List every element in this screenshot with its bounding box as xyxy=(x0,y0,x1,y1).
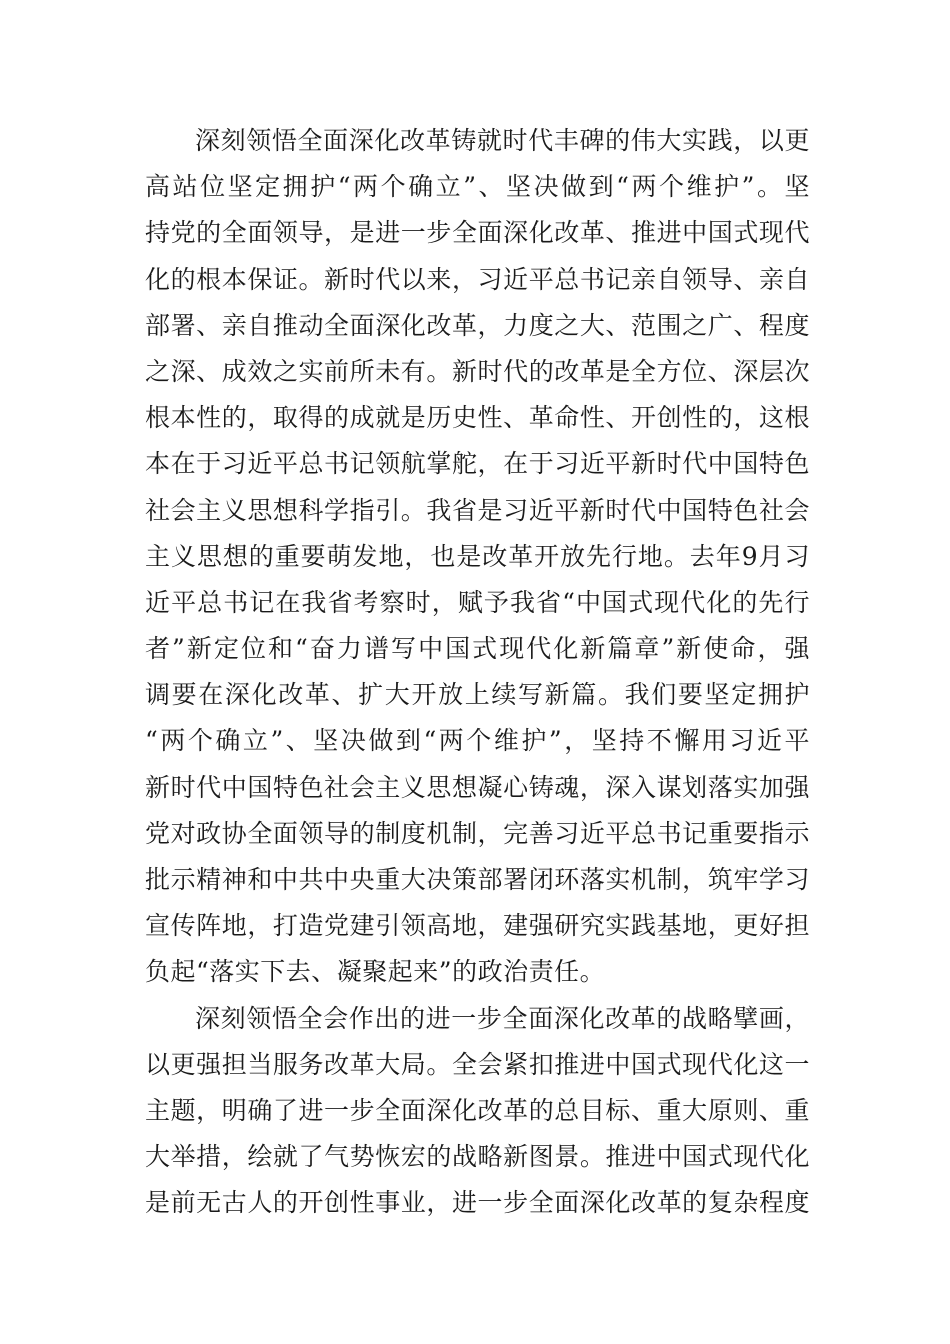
paragraph-1-line-12: 者”新定位和“奋力谱写中国式现代化新篇章”新使命，强 xyxy=(145,634,810,664)
paragraph-1-line-2: 高站位坚定拥护“两个确立”、坚决做到“两个维护”。坚 xyxy=(145,172,810,202)
paragraph-1-line-14: “两个确立”、坚决做到“两个维护”，坚持不懈用习近平 xyxy=(145,726,810,756)
paragraph-1-line-7: 根本性的，取得的成就是历史性、革命性、开创性的，这根 xyxy=(145,403,810,433)
paragraph-1-line-10: 主义思想的重要萌发地，也是改革开放先行地。去年9月习 xyxy=(145,541,810,571)
paragraph-1-line-17: 批示精神和中共中央重大决策部署闭环落实机制，筑牢学习 xyxy=(145,865,810,894)
paragraph-1-line-18: 宣传阵地，打造党建引领高地，建强研究实践基地，更好担 xyxy=(145,911,810,941)
paragraph-1-line-19: 负起“落实下去、凝聚起来”的政治责任。 xyxy=(145,957,606,987)
paragraph-1-line-16: 党对政协全面领导的制度机制，完善习近平总书记重要指示 xyxy=(145,818,810,848)
paragraph-1-line-4: 化的根本保证。新时代以来，习近平总书记亲自领导、亲自 xyxy=(145,264,810,294)
paragraph-1-line-6: 之深、成效之实前所未有。新时代的改革是全方位、深层次 xyxy=(145,356,810,386)
paragraph-1-line-13: 调要在深化改革、扩大开放上续写新篇。我们要坚定拥护 xyxy=(145,680,810,710)
paragraph-2-line-4: 大举措，绘就了气势恢宏的战略新图景。推进中国式现代化 xyxy=(145,1142,810,1172)
paragraph-1-line-8: 本在于习近平总书记领航掌舵，在于习近平新时代中国特色 xyxy=(145,449,810,479)
paragraph-1-line-3: 持党的全面领导，是进一步全面深化改革、推进中国式现代 xyxy=(145,218,810,248)
paragraph-1-line-5: 部署、亲自推动全面深化改革，力度之大、范围之广、程度 xyxy=(145,310,810,340)
paragraph-2-line-5: 是前无古人的开创性事业，进一步全面深化改革的复杂程度 xyxy=(145,1188,810,1218)
paragraph-2-line-3: 主题，明确了进一步全面深化改革的总目标、重大原则、重 xyxy=(145,1095,810,1125)
paragraph-1-line-9: 社会主义思想科学指引。我省是习近平新时代中国特色社会 xyxy=(145,495,810,525)
paragraph-1-line-1: 深刻领悟全面深化改革铸就时代丰碑的伟大实践，以更 xyxy=(195,126,810,155)
paragraph-1-line-15: 新时代中国特色社会主义思想凝心铸魂，深入谋划落实加强 xyxy=(145,772,810,802)
body-text xyxy=(145,118,810,1227)
paragraph-1-line-11: 近平总书记在我省考察时，赋予我省“中国式现代化的先行 xyxy=(145,587,810,617)
paragraph-2-line-2: 以更强担当服务改革大局。全会紧扣推进中国式现代化这一 xyxy=(145,1049,810,1079)
paragraph-2-line-1: 深刻领悟全会作出的进一步全面深化改革的战略擘画， xyxy=(195,1003,810,1033)
